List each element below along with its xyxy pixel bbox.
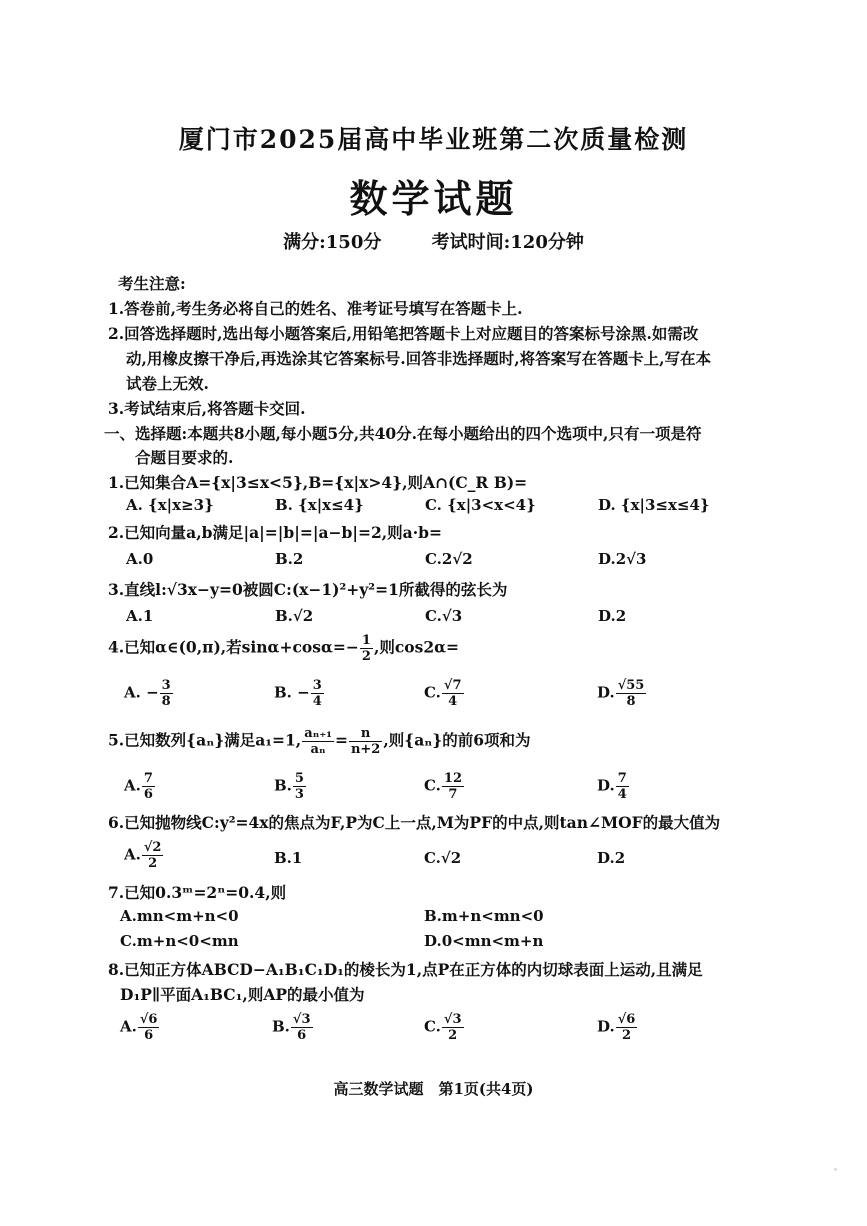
fraction-numerator: √6 bbox=[617, 1012, 636, 1027]
option-fraction bbox=[442, 771, 464, 802]
fraction-denominator: 4 bbox=[448, 694, 458, 709]
fraction-denominator: 8 bbox=[626, 694, 636, 709]
question-2-stem: 2.已知向量a,b满足|a|=|b|=|a−b|=2,则a·b= bbox=[108, 523, 442, 542]
option-fraction bbox=[616, 1012, 638, 1043]
question-4-fraction bbox=[360, 633, 373, 664]
option-prefix: B. − bbox=[274, 683, 310, 702]
question-7-stem: 7.已知0.3ᵐ=2ⁿ=0.4,则 bbox=[108, 883, 287, 902]
option-prefix: A. bbox=[124, 776, 141, 795]
fraction-denominator: aₙ bbox=[310, 742, 326, 757]
question-8-option-c bbox=[424, 1012, 465, 1043]
section-heading-line-1: 一、选择题:本题共8小题,每小题5分,共40分.在每小题给出的四个选项中,只有一项是符 bbox=[104, 424, 702, 443]
question-7-option-d: D.0<mn<m+n bbox=[424, 932, 544, 950]
question-7-option-c: C.m+n<0<mn bbox=[120, 932, 239, 950]
question-8-option-d bbox=[597, 1012, 638, 1043]
option-prefix: A. bbox=[124, 845, 141, 864]
fraction-numerator: √3 bbox=[443, 1012, 462, 1027]
question-5-equals: = bbox=[334, 730, 348, 750]
option-prefix: A. bbox=[120, 1017, 137, 1036]
question-6-option-a bbox=[124, 840, 164, 871]
question-4-stem-post: ,则cos2α= bbox=[373, 637, 460, 657]
question-5-stem-pre: 5.已知数列{aₙ}满足a₁=1, bbox=[108, 730, 302, 750]
option-prefix: B. bbox=[274, 776, 292, 795]
fraction-numerator: aₙ₊₁ bbox=[304, 726, 332, 741]
question-6-option-c: C.√2 bbox=[424, 849, 462, 867]
question-5-option-d bbox=[597, 771, 630, 802]
fraction-denominator: 8 bbox=[161, 694, 171, 709]
question-8-option-a bbox=[120, 1012, 160, 1043]
fraction-denominator: 2 bbox=[621, 1028, 632, 1043]
question-5-stem-post: ,则{aₙ}的前6项和为 bbox=[383, 730, 531, 750]
notice-item-2-line-1: 2.回答选择题时,选出每小题答案后,用铅笔把答题卡上对应题目的答案标号涂黑.如需改 bbox=[108, 324, 699, 343]
fraction-denominator: 4 bbox=[617, 787, 627, 802]
option-fraction bbox=[442, 1012, 464, 1043]
question-6-option-b: B.1 bbox=[274, 849, 303, 867]
question-6-stem: 6.已知抛物线C:y²=4x的焦点为F,P为C上一点,M为PF的中点,则tan∠MOF的最大值为 bbox=[108, 813, 721, 832]
question-4-option-b bbox=[274, 678, 325, 709]
exam-time: 考试时间:120分钟 bbox=[431, 232, 584, 253]
fraction-numerator: n bbox=[349, 726, 382, 742]
option-prefix: B. bbox=[272, 1017, 290, 1036]
question-4-option-d bbox=[597, 678, 647, 709]
question-5-stem bbox=[108, 726, 531, 757]
question-2-option-c: C.2√2 bbox=[425, 550, 473, 568]
notice-item-1: 1.答卷前,考生务必将自己的姓名、准考证号填写在答题卡上. bbox=[108, 299, 523, 318]
fraction-numerator: 7 bbox=[617, 771, 627, 786]
notice-item-3: 3.考试结束后,将答题卡交回. bbox=[108, 399, 306, 418]
option-fraction bbox=[291, 1012, 313, 1043]
question-1-option-a: A. {x|x≥3} bbox=[126, 496, 214, 514]
question-5-option-a bbox=[124, 771, 156, 802]
option-prefix: A. − bbox=[124, 683, 159, 702]
option-prefix: C. bbox=[424, 776, 441, 795]
question-5-option-c bbox=[424, 771, 465, 802]
option-prefix: C. bbox=[424, 683, 441, 702]
question-2-option-b: B.2 bbox=[275, 550, 304, 568]
fraction-denominator: n+2 bbox=[350, 742, 381, 757]
fraction-numerator: √7 bbox=[443, 678, 462, 693]
fraction-numerator: √2 bbox=[143, 840, 162, 855]
fraction-numerator: 3 bbox=[312, 678, 322, 693]
question-2-option-d: D.2√3 bbox=[598, 550, 647, 568]
question-8-stem-line-1: 8.已知正方体ABCD−A₁B₁C₁D₁的棱长为1,点P在正方体的内切球表面上运动,且满足 bbox=[108, 960, 703, 979]
fraction-denominator: 7 bbox=[448, 787, 458, 802]
option-fraction bbox=[616, 678, 647, 709]
option-fraction bbox=[311, 678, 324, 709]
full-score: 满分:150分 bbox=[283, 232, 382, 253]
option-prefix: D. bbox=[597, 1017, 615, 1036]
question-3-stem: 3.直线l:√3x−y=0被圆C:(x−1)²+y²=1所截得的弦长为 bbox=[108, 580, 508, 599]
option-prefix: D. bbox=[597, 776, 615, 795]
question-3-option-b: B.√2 bbox=[275, 607, 314, 625]
question-4-stem-pre: 4.已知α∈(0,π),若sinα+cosα=− bbox=[108, 637, 359, 657]
question-1-stem: 1.已知集合A={x|3≤x<5},B={x|x>4},则A∩(C_R B)= bbox=[108, 473, 528, 492]
question-6-option-d: D.2 bbox=[597, 849, 626, 867]
question-5-fraction-1 bbox=[302, 726, 334, 757]
fraction-numerator: √55 bbox=[617, 678, 645, 693]
fraction-numerator: √6 bbox=[139, 1012, 158, 1027]
option-fraction bbox=[442, 678, 464, 709]
fraction-denominator: 4 bbox=[312, 694, 322, 709]
question-7-option-a: A.mn<m+n<0 bbox=[120, 907, 239, 925]
score-line bbox=[0, 228, 867, 254]
question-8-stem-line-2: D₁P∥平面A₁BC₁,则AP的最小值为 bbox=[120, 985, 365, 1004]
fraction-numerator: 1 bbox=[361, 633, 371, 648]
question-4-option-c bbox=[424, 678, 465, 709]
exam-title: 厦门市2025届高中毕业班第二次质量检测 bbox=[178, 125, 689, 154]
fraction-numerator: 12 bbox=[443, 771, 462, 786]
question-8-option-b bbox=[272, 1012, 314, 1043]
notice-item-2-line-2: 动,用橡皮擦干净后,再选涂其它答案标号.回答非选择题时,将答案写在答题卡上,写在本 bbox=[126, 349, 711, 368]
option-fraction bbox=[293, 771, 306, 802]
option-fraction bbox=[160, 678, 173, 709]
option-fraction bbox=[142, 840, 164, 871]
fraction-numerator: 3 bbox=[161, 678, 171, 693]
section-heading-line-2: 合题目要求的. bbox=[135, 448, 234, 467]
fraction-numerator: √3 bbox=[292, 1012, 311, 1027]
question-3-option-c: C.√3 bbox=[425, 607, 463, 625]
fraction-denominator: 6 bbox=[143, 787, 153, 802]
option-prefix: D. bbox=[597, 683, 615, 702]
option-prefix: C. bbox=[424, 1017, 441, 1036]
scan-speck bbox=[834, 1168, 837, 1171]
fraction-denominator: 2 bbox=[448, 1028, 458, 1043]
subject-title: 数学试题 bbox=[349, 176, 518, 221]
question-7-option-b: B.m+n<mn<0 bbox=[424, 907, 544, 925]
question-4-stem bbox=[108, 633, 459, 664]
question-4-option-a bbox=[124, 678, 174, 709]
question-1-option-b: B. {x|x≤4} bbox=[275, 496, 364, 514]
fraction-denominator: 2 bbox=[148, 856, 158, 871]
option-fraction bbox=[138, 1012, 160, 1043]
page-footer: 高三数学试题 第1页(共4页) bbox=[333, 1080, 534, 1098]
question-5-fraction-2 bbox=[349, 726, 382, 757]
notice-item-2-line-3: 试卷上无效. bbox=[126, 374, 209, 393]
question-2-option-a: A.0 bbox=[126, 550, 154, 568]
option-fraction bbox=[616, 771, 629, 802]
fraction-denominator: 6 bbox=[297, 1028, 307, 1043]
notice-heading: 考生注意: bbox=[118, 274, 186, 293]
option-fraction bbox=[142, 771, 155, 802]
fraction-numerator: 7 bbox=[143, 771, 153, 786]
question-1-option-d: D. {x|3≤x≤4} bbox=[598, 496, 710, 514]
question-5-option-b bbox=[274, 771, 307, 802]
fraction-numerator: 5 bbox=[294, 771, 304, 786]
fraction-denominator: 6 bbox=[144, 1028, 154, 1043]
fraction-denominator: 3 bbox=[294, 787, 304, 802]
fraction-denominator: 2 bbox=[361, 649, 371, 664]
question-3-option-d: D.2 bbox=[598, 607, 627, 625]
question-3-option-a: A.1 bbox=[126, 607, 154, 625]
question-1-option-c: C. {x|3<x<4} bbox=[425, 496, 536, 514]
